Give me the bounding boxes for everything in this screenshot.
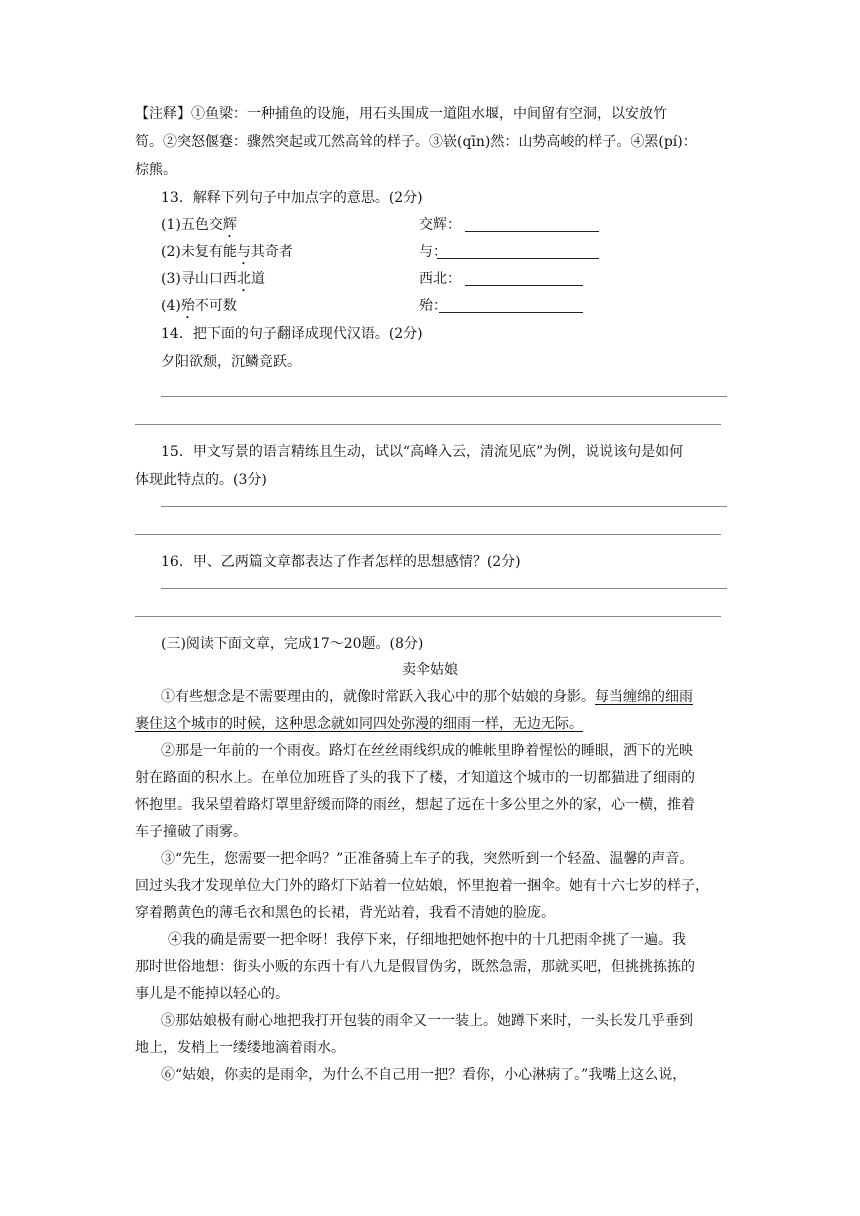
q13-answer-label-4: 殆：	[419, 298, 447, 314]
para3-line-3: 穿着鹅黄色的薄毛衣和黑色的长裙，背光站着，我看不清她的脸庞。	[135, 905, 555, 921]
note-line-3: 棕熊。	[135, 162, 177, 178]
note-line-2: 笱。②突怒偃蹇：骤然突起或兀然高耸的样子。③嵚(qīn)然：山势高峻的样子。④罴(pí)：	[135, 134, 697, 150]
q16-stem: 16．甲、乙两篇文章都表达了作者怎样的思想感情？(2分)	[161, 554, 521, 570]
q13-stem: 13．解释下列句子中加点字的意思。(2分)	[161, 190, 423, 206]
answer-line[interactable]	[161, 396, 727, 397]
dotted-char: 殆	[180, 298, 195, 314]
para4-line-2: 那时世俗地想：街头小贩的东西十有八九是假冒伪劣，既然急需，那就买吧，但挑挑拣拣的	[135, 959, 695, 975]
q13-item-1-text: (1)五色交	[161, 217, 223, 233]
q13-item-2-text: (2)未复有能	[161, 244, 237, 260]
para5-line-1: ⑤那姑娘极有耐心地把我打开包装的雨伞又一一装上。她蹲下来时，一头长发几乎垂到	[161, 1013, 693, 1029]
para2-line-2: 射在路面的积水上。在单位加班昏了头的我下了楼，才知道这个城市的一切都猫进了细雨的	[135, 770, 695, 786]
para3-line-1: ③“先生，您需要一把伞吗？”正准备骑上车子的我，突然听到一个轻盈、温馨的声音。	[161, 851, 694, 867]
underlined-text: 每当缠绵的细雨	[595, 689, 693, 705]
answer-line[interactable]	[135, 616, 721, 617]
dotted-char: 北	[236, 271, 251, 287]
q13-item-3: (3)寻山口西北道 西北：	[161, 267, 621, 291]
para4-line-1: ④我的确是需要一把伞呀！我停下来，仔细地把她怀抱中的十几把雨伞挑了一遍。我	[168, 932, 686, 948]
answer-blank[interactable]	[465, 231, 599, 232]
answer-line[interactable]	[135, 534, 721, 535]
answer-line[interactable]	[161, 506, 727, 507]
q13-answer-label-1: 交辉：	[419, 217, 461, 233]
answer-blank[interactable]	[437, 258, 599, 259]
dotted-char: 与	[236, 244, 251, 260]
q15-line-2: 体现此特点的。(3分)	[135, 472, 267, 488]
q13-item-3-text: (3)寻山口西	[161, 271, 237, 287]
answer-blank[interactable]	[465, 285, 583, 286]
q13-item-2: (2)未复有能与其奇者 与：	[161, 240, 621, 264]
para1-line-1: ①有些想念是不需要理由的，就像时常跃入我心中的那个姑娘的身影。每当缠绵的细雨	[161, 689, 693, 705]
answer-line[interactable]	[161, 588, 727, 589]
q13-item-4: (4)殆不可数 殆：	[161, 294, 621, 318]
q15-line-1: 15．甲文写景的语言精练且生动，试以“高峰入云，清流见底”为例，说说该句是如何	[161, 444, 684, 460]
note-line-1: 【注释】①鱼梁：一种捕鱼的设施，用石头围成一道阻水堰，中间留有空洞，以安放竹	[135, 106, 667, 122]
q13-answer-label-2: 与：	[419, 244, 447, 260]
dotted-char: 辉	[222, 217, 237, 233]
answer-line[interactable]	[135, 424, 721, 425]
q13-answer-label-3: 西北：	[419, 271, 461, 287]
q14-sentence: 夕阳欲颓，沉鳞竞跃。	[161, 354, 301, 370]
para1-line-2	[135, 712, 583, 736]
q13-item-4-text: (4)	[161, 298, 181, 314]
q13-item-1	[161, 213, 621, 237]
para4-line-3: 事儿是不能掉以轻心的。	[135, 986, 289, 1002]
answer-blank[interactable]	[439, 312, 583, 313]
para2-line-1: ②那是一年前的一个雨夜。路灯在丝丝雨线织成的帷帐里睁着惺忪的睡眼，洒下的光映	[161, 743, 693, 759]
para3-line-2: 回过头我才发现单位大门外的路灯下站着一位姑娘，怀里抱着一捆伞。她有十六七岁的样子，	[135, 878, 709, 894]
article-title: 卖伞姑娘	[402, 662, 458, 678]
q14-stem: 14．把下面的句子翻译成现代汉语。(2分)	[161, 326, 423, 342]
para5-line-2: 地上，发梢上一缕缕地滴着雨水。	[135, 1040, 345, 1056]
section3-intro: (三)阅读下面文章，完成17～20题。(8分)	[161, 636, 424, 652]
underlined-text: 裹住这个城市的时候，这种思念就如同四处弥漫的细雨一样，无边无际。	[135, 716, 583, 732]
para2-line-3: 怀抱里。我呆望着路灯罩里舒缓而降的雨丝，想起了远在十多公里之外的家，心一横，推着	[135, 797, 695, 813]
para2-line-4: 车子撞破了雨雾。	[135, 824, 247, 840]
para6-line-1: ⑥“姑娘，你卖的是雨伞，为什么不自己用一把？看你，小心淋病了。”我嘴上这么说，	[161, 1067, 687, 1083]
